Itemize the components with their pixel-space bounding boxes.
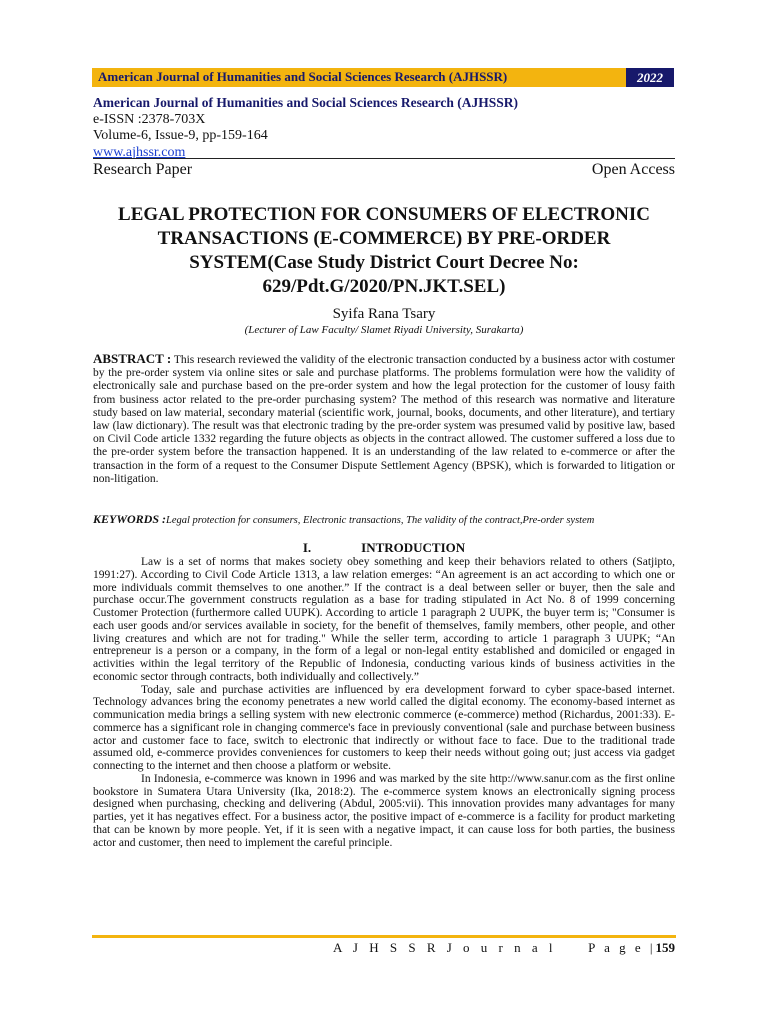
abstract-block — [93, 352, 675, 486]
section-number: I. — [302, 540, 312, 555]
abstract-text: This research reviewed the validity of the electronic transaction conducted by a business actor with costumer by the pre-order system via online sites or sale and purchase platforms. The problems formulation were how the validity of electronically sale and purchase based on the pre-order system and how the legal protection for the customer of lousy faith from business actor related to the pre-order purchasing system? The method of this research was normative and literature study based on law material, secondary material (scientific work, journal, books, documents, and other literature), and tertiary law (law dictionary). The result was that electronic trading by the pre-order system was presumed valid by positive law, based on Civil Code article 1332 regarding the future objects as objects in the contract allowed. The customer suffered a loss due to the pre-order system before the transaction happened. It is an understanding of the law related to e-commerce or after the transaction in the form of a request to the Consumer Dispute Settlement Agency (BPSK), which is forwarded to litigation or non-litigation. — [93, 354, 676, 485]
footer-journal: A J H S S R J o u r n a l — [333, 940, 557, 955]
open-access-label: Open Access — [591, 161, 675, 178]
meta-issn: e-ISSN :2378-703X — [93, 111, 206, 127]
page-number: 159 — [655, 940, 675, 955]
paper-type-row — [93, 158, 675, 179]
title-line: TRANSACTIONS (E-COMMERCE) BY PRE-ORDER — [157, 228, 611, 249]
header-year-badge: 2022 — [626, 68, 674, 87]
footer-page — [588, 940, 675, 956]
journal-meta — [93, 95, 675, 161]
keywords-text: Legal protection for consumers, Electronic transactions, The validity of the contract,Pre-order system — [166, 515, 595, 526]
meta-journal-title: American Journal of Humanities and Social Sciences Research (AJHSSR) — [93, 95, 518, 110]
section-heading — [93, 540, 675, 556]
body-paragraph: Today, sale and purchase activities are influenced by era development forward to cyber space-based internet. Technology advances bring the economy penetrates a new world called the digital economy. The economy-based internet as communication media brings a selling system with new electronic commerce (e-commerce) method (Richardus, 2001:33). E-commerce has a significant role in changing commerce's face in previously conventional (sale and purchase between business actor and customer face to face, switch to electronic that indirectly or without face to face. Due to the traditional trade assumed old, e-commerce provides conveniences for customers to keep their needs without going out; just access via gadget connecting to the internet and then choose a platform or website. — [93, 683, 675, 772]
keywords-block — [93, 513, 675, 528]
body-paragraph: In Indonesia, e-commerce was known in 1996 and was marked by the site http://www.sanur.com as the first online bookstore in Sumatera Utara University (Ika, 2018:2). The e-commerce system knows an electronically signing process designed when purchasing, checking and delivering (Abdul, 2005:vii). This innovation provides many advantages for many parties, yet it has negatives effect. For a business actor, the positive impact of e-commerce is a facility for product marketing that can be known by more people. Yet, if it is seen with a negative impact, it can cause loss for both parties, the business actor and customer, then need to implement the careful principle. — [93, 772, 675, 849]
section-title: INTRODUCTION — [361, 540, 466, 555]
author-affiliation: (Lecturer of Law Faculty/ Slamet Riyadi University, Surakarta) — [244, 324, 524, 336]
title-line: SYSTEM(Case Study District Court Decree No: — [189, 252, 579, 273]
abstract-label: ABSTRACT : — [93, 351, 172, 366]
footer-rule — [92, 935, 676, 938]
header-journal-name: American Journal of Humanities and Social Sciences Research (AJHSSR) — [98, 69, 508, 84]
keywords-label: KEYWORDS : — [93, 512, 167, 526]
author-name: Syifa Rana Tsary — [332, 306, 436, 322]
page-label: P a g e | — [588, 940, 656, 955]
paper-type-label: Research Paper — [93, 161, 193, 178]
meta-website-link[interactable]: www.ajhssr.com — [93, 144, 186, 160]
paper-title — [93, 203, 675, 299]
body-text — [93, 556, 675, 849]
title-line: LEGAL PROTECTION FOR CONSUMERS OF ELECTRONIC — [118, 204, 650, 225]
body-paragraph: Law is a set of norms that makes society obey something and keep their behaviors related to others (Satjipto, 1991:27). According to Civil Code Article 1313, a law relation emerges: “An agreement is an act according to which one or more individuals commit themselves to one another.” If the contract is a deal between seller or buyer, then the sale and purchase occur.The government constructs regulation as a base for trading stipulated in Act No. 8 of 1999 concerning Customer Protection (furthermore called UUPK). According to article 1 paragraph 2 UUPK, the buyer term is; "Consumer is each user goods and/or services available in society, for the benefit of themselves, family members, other people, and other living creatures and which are not for trading." While the seller term, according to article 1 paragraph 3 UUPK; “An entrepreneur is a person or a company, in the form of a legal or non-legal entity established and domiciled or engaged in activities within the legal territory of the Republic of Indonesia, conducting various kinds of business activities in the economic sector through contracts, both individually and collectively.” — [93, 556, 675, 683]
journal-header-bar — [92, 68, 674, 87]
meta-volume: Volume-6, Issue-9, pp-159-164 — [93, 128, 268, 143]
title-line: 629/Pdt.G/2020/PN.JKT.SEL) — [262, 276, 506, 297]
